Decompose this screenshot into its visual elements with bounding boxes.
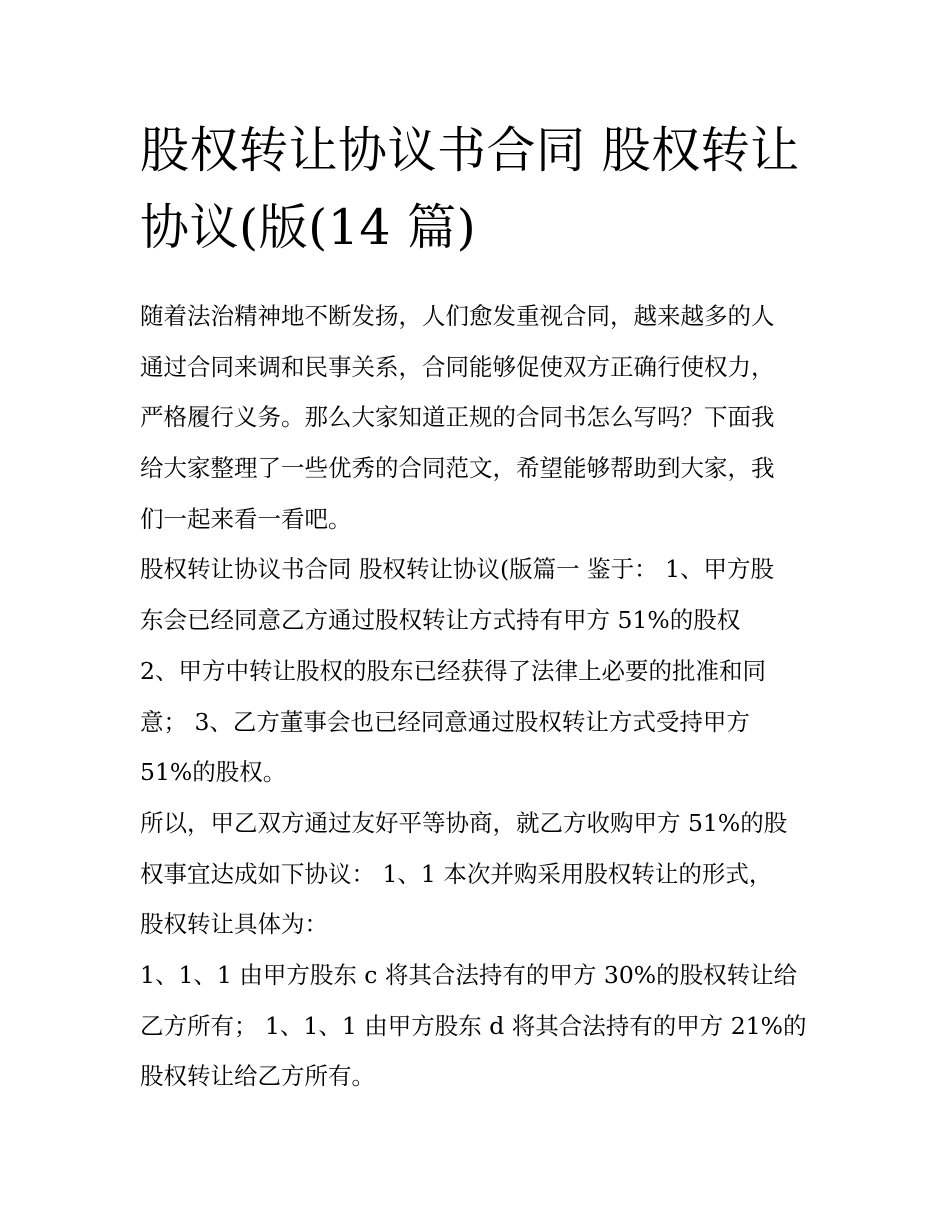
body-line: 意； 3、乙方董事会也已经同意通过股权转让方式受持甲方 bbox=[140, 707, 750, 736]
document-page bbox=[140, 112, 820, 1102]
body-line: 通过合同来调和民事关系，合同能够促使双方正确行使权力， bbox=[140, 352, 775, 381]
body-line: 权事宜达成如下协议： 1、1 本次并购采用股权转让的形式， bbox=[140, 859, 773, 888]
body-line: 们一起来看一看吧。 bbox=[140, 504, 352, 533]
body-line: 1、1、1 由甲方股东 c 将其合法持有的甲方 30%的股权转让给 bbox=[140, 960, 798, 989]
body-line: 51%的股权。 bbox=[140, 758, 287, 787]
body-line: 随着法治精神地不断发扬，人们愈发重视合同，越来越多的人 bbox=[140, 302, 775, 330]
body-line: 所以，甲乙双方通过友好平等协商，就乙方收购甲方 51%的股 bbox=[140, 808, 788, 837]
body-line: 2、甲方中转让股权的股东已经获得了法律上必要的批准和同 bbox=[140, 656, 766, 685]
title-line-2: 协议(版(14 篇) bbox=[140, 199, 477, 256]
body-line: 乙方所有； 1、1、1 由甲方股东 d 将其合法持有的甲方 21%的 bbox=[140, 1011, 807, 1040]
body-line: 给大家整理了一些优秀的合同范文，希望能够帮助到大家，我 bbox=[140, 454, 775, 483]
body-line: 严格履行义务。那么大家知道正规的合同书怎么写吗？下面我 bbox=[140, 403, 775, 432]
document-title bbox=[140, 112, 820, 266]
title-line-1: 股权转让协议书合同 股权转让 bbox=[140, 122, 800, 179]
body-line: 股权转让给乙方所有。 bbox=[140, 1062, 375, 1091]
body-line: 股权转让协议书合同 股权转让协议(版篇一 鉴于： 1、甲方股 bbox=[140, 555, 775, 584]
document-body bbox=[140, 291, 820, 1102]
body-line: 股权转让具体为： bbox=[140, 910, 328, 939]
body-line: 东会已经同意乙方通过股权转让方式持有甲方 51%的股权 bbox=[140, 606, 741, 635]
